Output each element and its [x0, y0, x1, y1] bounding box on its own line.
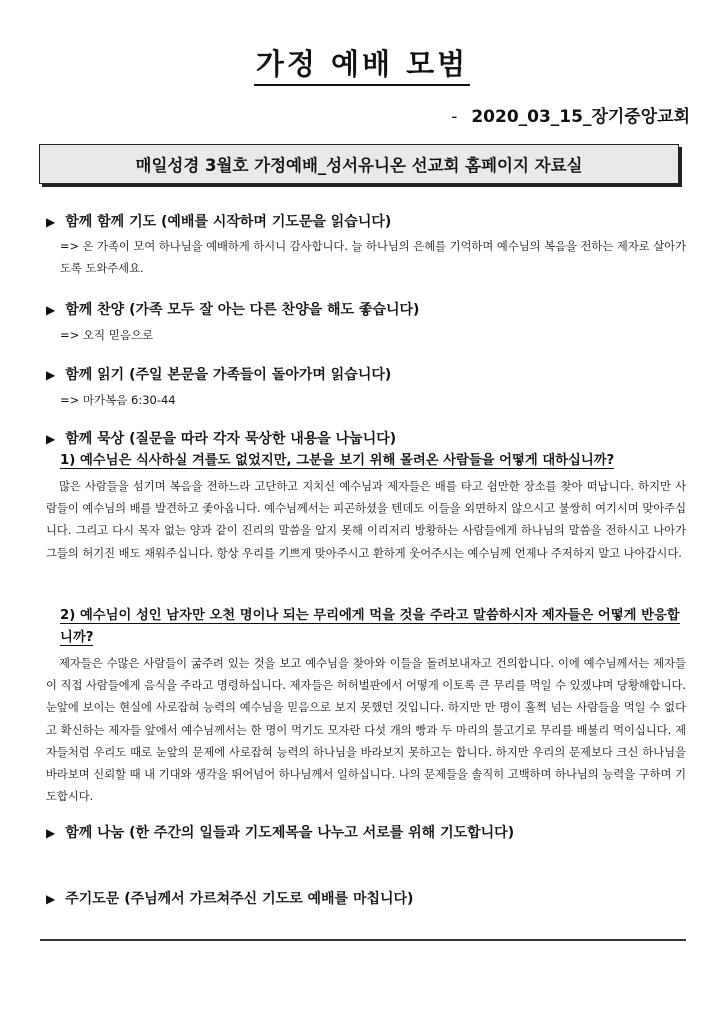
section-reading	[46, 365, 686, 411]
section-meditation-q2	[46, 604, 686, 808]
section-closing	[46, 889, 686, 909]
section-heading: 함께 묵상 (질문을 따라 각자 묵상한 내용을 나눕니다)	[65, 431, 397, 447]
bottom-divider	[40, 939, 686, 941]
question-1: 1) 예수님은 식사하실 겨를도 없었지만, 그분을 보기 위해 몰려온 사람들을 어떻게 대하십니까?	[60, 453, 615, 468]
section-heading: 함께 함께 기도 (예배를 시작하며 기도문을 읽습니다)	[65, 214, 392, 230]
triangle-right-icon: ▶	[46, 826, 56, 840]
triangle-right-icon: ▶	[46, 303, 56, 317]
section-heading: 주기도문 (주님께서 가르쳐주신 기도로 예배를 마칩니다)	[65, 891, 414, 907]
section-heading: 함께 나눔 (한 주간의 일들과 기도제목을 나누고 서로를 위해 기도합니다)	[65, 825, 515, 841]
triangle-right-icon: ▶	[46, 215, 56, 229]
triangle-right-icon: ▶	[46, 892, 56, 906]
triangle-right-icon: ▶	[46, 432, 56, 446]
section-praise	[46, 300, 686, 346]
answer-2: 제자들은 수많은 사람들이 굶주려 있는 것을 보고 예수님을 찾아와 이들을 돌려보내자고 건의합니다. 이에 예수님께서는 제자들이 직접 사람들에게 음식을 주라고 명령하십니다. 제자들은 허허벌판에서 어떻게 이토록 큰 무리를 먹일 수 있겠냐며 당황해합니다. 눈앞에 보이는 현실에 사로잡혀 능력의 예수님을 믿음으로 보지 못했던 것입니다. 하지만 만 명이 훌쩍 넘는 사람들을 먹일 수 없다고 확신하는 제자들 앞에서 예수님께서는 한 명이 먹기도 모자란 다섯 개의 빵과 두 마리의 물고기로 무리를 배불리 먹이십니다. 제자들처럼 우리도 때로 눈앞의 문제에 사로잡혀 능력의 하나님을 바라보지 못하고는 합니다. 하지만 우리의 문제보다 크신 하나님을 바라보며 신뢰할 때 내 기대와 생각을 뛰어넘어 하나님께서 일하십니다. 나의 문제들을 솔직히 고백하며 하나님의 능력을 구하며 기도합시다.	[46, 657, 686, 804]
source-banner: 매일성경 3월호 가정예배_성서유니온 선교회 홈페이지 자료실	[39, 144, 679, 184]
section-text: => 마가복음 6:30-44	[60, 393, 176, 407]
triangle-right-icon: ▶	[46, 368, 56, 382]
dateline	[451, 102, 690, 127]
question-2: 2) 예수님이 성인 남자만 오천 명이나 되는 무리에게 먹을 것을 주라고 말씀하시자 제자들은 어떻게 반응합니까?	[60, 608, 680, 645]
section-heading: 함께 읽기 (주일 본문을 가족들이 돌아가며 읽습니다)	[65, 367, 392, 383]
section-text: => 온 가족이 모여 하나님을 예배하게 하시니 감사합니다. 늘 하나님의 은혜를 기억하며 예수님의 복음을 전하는 제자로 살아가도록 도와주세요.	[60, 240, 686, 276]
section-prayer	[46, 212, 686, 280]
answer-1: 많은 사람들을 섬기며 복음을 전하느라 고단하고 지치신 예수님과 제자들은 배를 타고 쉼만한 장소를 찾아 떠납니다. 하지만 사람들이 예수님의 배를 발견하고 좇아옵니다. 예수님께서는 피곤하셨을 텐데도 이들을 외면하지 않으시고 불쌍히 여기시며 맞아주십니다. 그리고 다시 목자 없는 양과 같이 진리의 말씀을 알지 못해 이리저리 방황하는 사람들에게 하나님의 말씀을 전하시고 나아가 그들의 허기진 배도 채워주십니다. 항상 우리를 기쁘게 맞아주시고 환하게 웃어주시는 예수님께 언제나 주저하지 말고 나아갑시다.	[46, 480, 686, 560]
dateline-dash: -	[451, 107, 458, 127]
section-sharing	[46, 823, 686, 843]
page-title: 가정 예배 모범	[0, 42, 724, 83]
section-text: => 오직 믿음으로	[60, 328, 154, 342]
dateline-text: 2020_03_15_장기중앙교회	[471, 107, 690, 127]
section-meditation	[46, 429, 686, 565]
section-heading: 함께 찬양 (가족 모두 잘 아는 다른 찬양을 해도 좋습니다)	[65, 302, 420, 318]
